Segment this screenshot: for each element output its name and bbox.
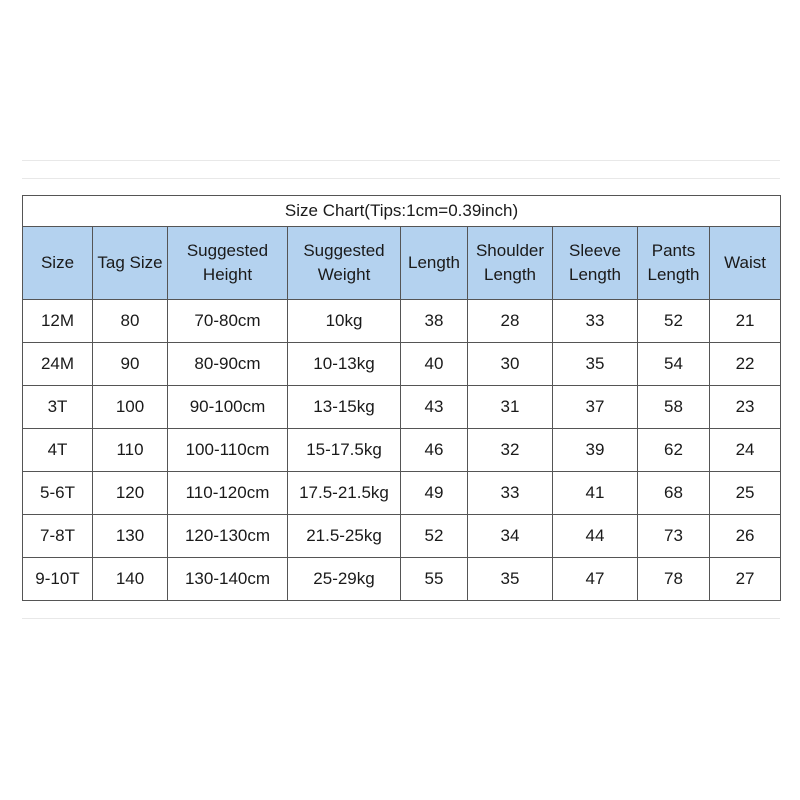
cell-length: 43 (401, 386, 468, 429)
cell-sleeve-length: 44 (553, 515, 638, 558)
table-row (23, 429, 781, 472)
cell-size: 7-8T (23, 515, 93, 558)
cell-size: 12M (23, 300, 93, 343)
cell-suggested-height: 70-80cm (168, 300, 288, 343)
cell-pants-length: 78 (638, 558, 710, 601)
cell-shoulder-length: 34 (468, 515, 553, 558)
cell-tag-size: 140 (93, 558, 168, 601)
cell-suggested-height: 90-100cm (168, 386, 288, 429)
cell-pants-length: 52 (638, 300, 710, 343)
cell-pants-length: 58 (638, 386, 710, 429)
cell-size: 5-6T (23, 472, 93, 515)
header-suggested-weight: Suggested Weight (288, 227, 401, 300)
header-pants-length: Pants Length (638, 227, 710, 300)
table-row (23, 515, 781, 558)
cell-length: 46 (401, 429, 468, 472)
cell-size: 3T (23, 386, 93, 429)
cell-suggested-height: 130-140cm (168, 558, 288, 601)
cell-length: 52 (401, 515, 468, 558)
table-row (23, 386, 781, 429)
cell-pants-length: 68 (638, 472, 710, 515)
cell-suggested-weight: 21.5-25kg (288, 515, 401, 558)
header-row (23, 227, 781, 300)
cell-length: 40 (401, 343, 468, 386)
cell-pants-length: 54 (638, 343, 710, 386)
title-row (23, 196, 781, 227)
cell-pants-length: 73 (638, 515, 710, 558)
cell-tag-size: 100 (93, 386, 168, 429)
cell-sleeve-length: 41 (553, 472, 638, 515)
size-chart-title: Size Chart(Tips:1cm=0.39inch) (23, 196, 781, 227)
cell-shoulder-length: 31 (468, 386, 553, 429)
cell-tag-size: 90 (93, 343, 168, 386)
table-row (23, 343, 781, 386)
cell-size: 4T (23, 429, 93, 472)
cell-size: 24M (23, 343, 93, 386)
sheet-gridline (22, 160, 780, 161)
cell-length: 55 (401, 558, 468, 601)
header-tag-size: Tag Size (93, 227, 168, 300)
header-shoulder-length: Shoulder Length (468, 227, 553, 300)
cell-tag-size: 80 (93, 300, 168, 343)
cell-shoulder-length: 32 (468, 429, 553, 472)
cell-sleeve-length: 39 (553, 429, 638, 472)
cell-waist: 24 (710, 429, 781, 472)
size-chart-table (22, 195, 781, 601)
cell-tag-size: 110 (93, 429, 168, 472)
cell-waist: 21 (710, 300, 781, 343)
cell-waist: 22 (710, 343, 781, 386)
cell-suggested-weight: 10-13kg (288, 343, 401, 386)
cell-suggested-height: 120-130cm (168, 515, 288, 558)
sheet-gridline (22, 178, 780, 179)
cell-suggested-weight: 15-17.5kg (288, 429, 401, 472)
table-row (23, 300, 781, 343)
header-length: Length (401, 227, 468, 300)
cell-shoulder-length: 30 (468, 343, 553, 386)
table-row (23, 472, 781, 515)
cell-waist: 26 (710, 515, 781, 558)
cell-sleeve-length: 37 (553, 386, 638, 429)
cell-shoulder-length: 35 (468, 558, 553, 601)
cell-suggested-weight: 25-29kg (288, 558, 401, 601)
cell-sleeve-length: 35 (553, 343, 638, 386)
cell-tag-size: 120 (93, 472, 168, 515)
cell-waist: 25 (710, 472, 781, 515)
cell-waist: 23 (710, 386, 781, 429)
cell-shoulder-length: 28 (468, 300, 553, 343)
cell-suggested-height: 100-110cm (168, 429, 288, 472)
table-row (23, 558, 781, 601)
header-size: Size (23, 227, 93, 300)
cell-sleeve-length: 33 (553, 300, 638, 343)
cell-tag-size: 130 (93, 515, 168, 558)
cell-suggested-height: 110-120cm (168, 472, 288, 515)
cell-sleeve-length: 47 (553, 558, 638, 601)
cell-length: 49 (401, 472, 468, 515)
header-waist: Waist (710, 227, 781, 300)
sheet-gridline (22, 618, 780, 619)
cell-pants-length: 62 (638, 429, 710, 472)
cell-size: 9-10T (23, 558, 93, 601)
cell-suggested-weight: 10kg (288, 300, 401, 343)
cell-suggested-weight: 17.5-21.5kg (288, 472, 401, 515)
header-sleeve-length: Sleeve Length (553, 227, 638, 300)
cell-suggested-height: 80-90cm (168, 343, 288, 386)
cell-shoulder-length: 33 (468, 472, 553, 515)
cell-length: 38 (401, 300, 468, 343)
header-suggested-height: Suggested Height (168, 227, 288, 300)
cell-suggested-weight: 13-15kg (288, 386, 401, 429)
cell-waist: 27 (710, 558, 781, 601)
